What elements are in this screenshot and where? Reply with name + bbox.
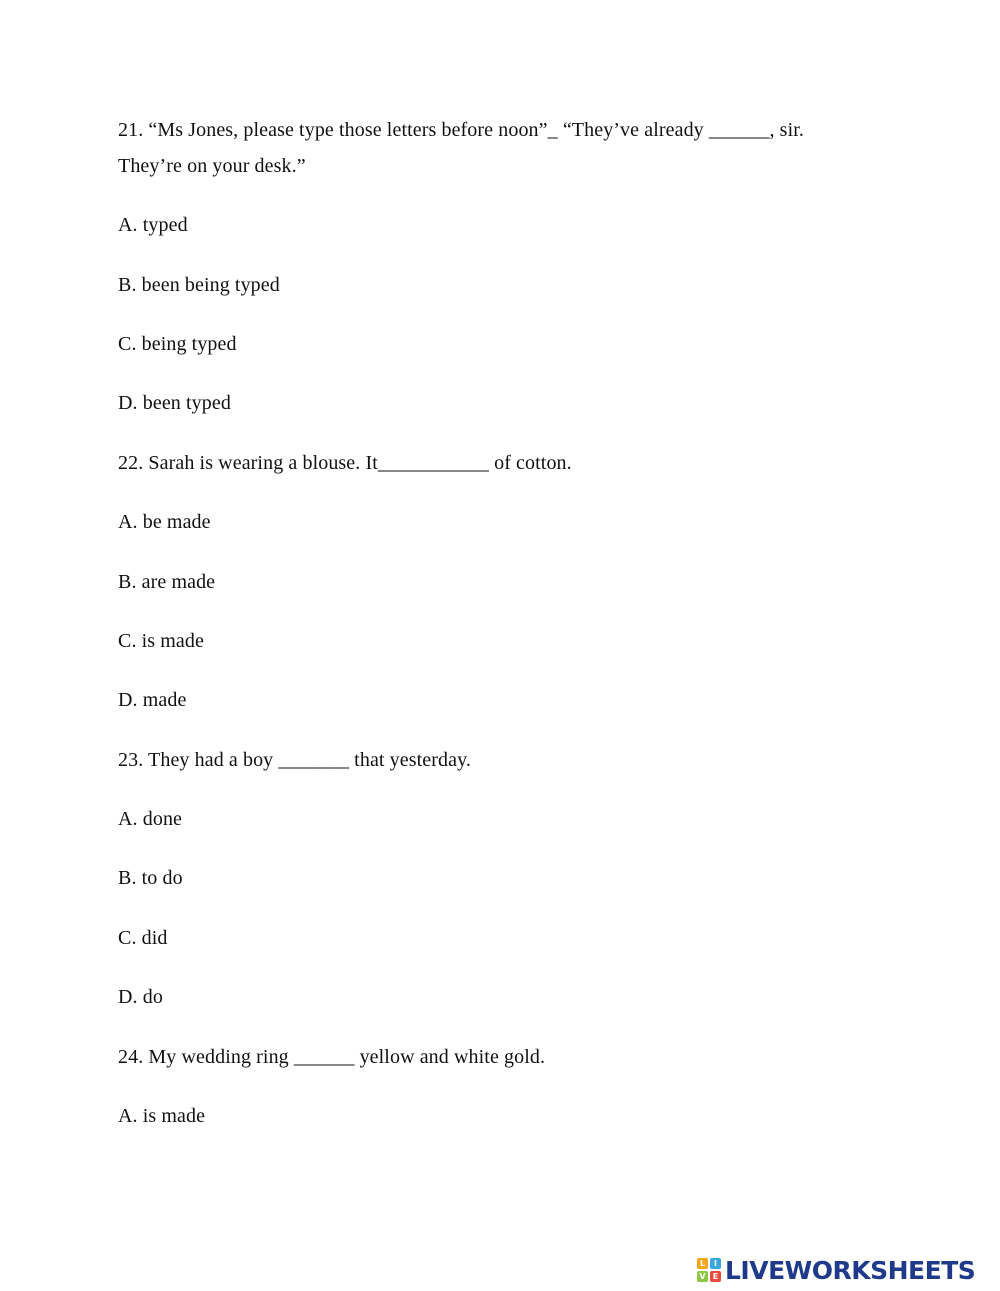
question-22-option-c[interactable]: C. is made: [118, 630, 204, 652]
question-23-option-d[interactable]: D. do: [118, 986, 163, 1008]
question-24-option-a[interactable]: A. is made: [118, 1105, 206, 1127]
question-21-option-d[interactable]: D. been typed: [118, 392, 231, 414]
logo-mark-l: L: [697, 1258, 708, 1269]
question-22-option-d[interactable]: D. made: [118, 689, 187, 711]
liveworksheets-mark-icon: [697, 1258, 721, 1282]
logo-text: LIVEWORKSHEETS: [725, 1255, 976, 1285]
question-22-option-b[interactable]: B. are made: [118, 571, 216, 593]
question-22-option-a[interactable]: A. be made: [118, 511, 211, 533]
question-21-stem-line2: They’re on your desk.”: [118, 155, 306, 177]
logo-mark-v: V: [697, 1271, 708, 1282]
question-23-option-c[interactable]: C. did: [118, 927, 168, 949]
liveworksheets-logo: [697, 1254, 975, 1286]
question-22-stem: 22. Sarah is wearing a blouse. It___________ of cotton.: [118, 452, 572, 474]
logo-mark-e: E: [710, 1271, 721, 1282]
question-23-option-a[interactable]: A. done: [118, 808, 183, 830]
question-21-option-b[interactable]: B. been being typed: [118, 274, 280, 296]
question-23-stem: 23. They had a boy _______ that yesterday.: [118, 749, 472, 771]
logo-mark-i: I: [710, 1258, 721, 1269]
question-21-stem-line1: 21. “Ms Jones, please type those letters before noon”_ “They’ve already ______, sir.: [118, 119, 804, 141]
question-23-option-b[interactable]: B. to do: [118, 867, 183, 889]
question-21-option-c[interactable]: C. being typed: [118, 333, 237, 355]
question-24-stem: 24. My wedding ring ______ yellow and white gold.: [118, 1046, 546, 1068]
question-21-option-a[interactable]: A. typed: [118, 214, 188, 236]
